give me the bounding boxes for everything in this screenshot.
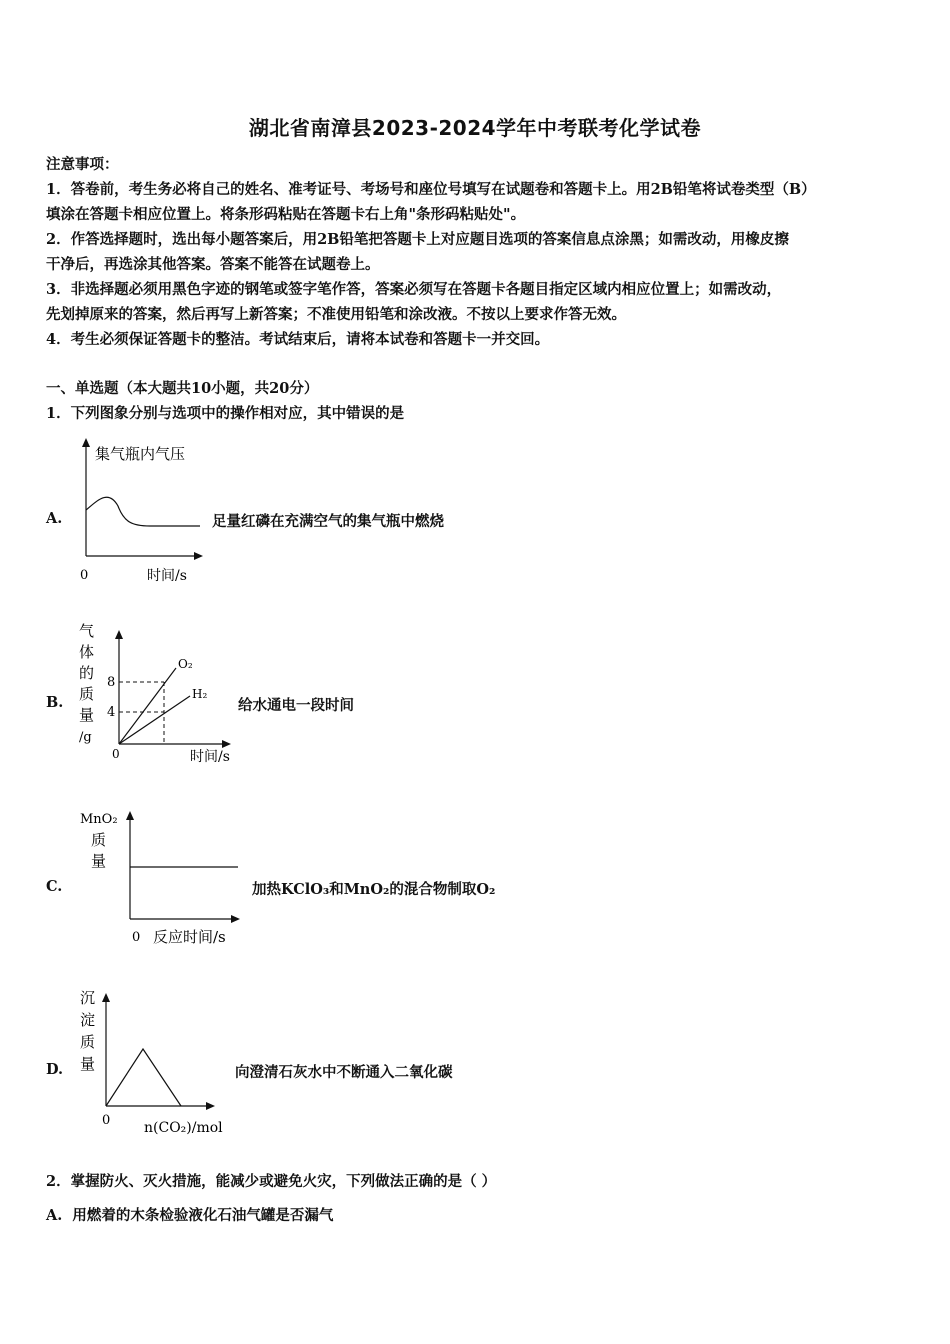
graph-d-y-arrow xyxy=(102,993,110,1002)
graph-c-x-arrow xyxy=(231,915,240,923)
graph-b-series-label: H₂ xyxy=(192,687,208,701)
graph-b-tick: 4 xyxy=(107,705,116,720)
graph-d-curve xyxy=(106,1049,181,1106)
graph-d xyxy=(74,986,244,1141)
graph-b-ylabel-char: /g xyxy=(79,730,92,745)
graph-c xyxy=(78,806,248,951)
graph-b-series-label: O₂ xyxy=(178,657,193,671)
question-2-stem: 2．掌握防火、灭火措施，能减少或避免火灾，下列做法正确的是（ ） xyxy=(46,1173,497,1190)
notice-line: 填涂在答题卡相应位置上。将条形码粘贴在答题卡右上角"条形码粘贴处"。 xyxy=(46,206,526,223)
graph-b-line-o2 xyxy=(119,668,176,744)
graph-b xyxy=(74,620,239,770)
option-text: 用燃着的木条检验液化石油气罐是否漏气 xyxy=(72,1207,334,1224)
graph-a-curve xyxy=(86,497,200,526)
option-a-text: 足量红磷在充满空气的集气瓶中燃烧 xyxy=(212,513,444,530)
graph-d-xlabel: n(CO₂)/mol xyxy=(144,1120,223,1136)
graph-b-x-arrow xyxy=(222,740,231,748)
page-title: 湖北省南漳县2023-2024学年中考联考化学试卷 xyxy=(248,116,702,140)
graph-d-ylabel-char: 淀 xyxy=(80,1011,96,1029)
option-label: A. xyxy=(46,1207,63,1224)
option-c-label: C. xyxy=(46,878,63,895)
graph-a-xlabel: 时间/s xyxy=(147,568,187,584)
graph-a-origin: 0 xyxy=(80,568,89,583)
graph-d-ylabel-char: 质 xyxy=(80,1033,96,1051)
graph-c-origin: 0 xyxy=(132,930,141,945)
notice-line: 干净后，再选涂其他答案。答案不能答在试题卷上。 xyxy=(46,256,380,273)
option-d-label: D. xyxy=(46,1061,64,1078)
graph-c-xlabel: 反应时间/s xyxy=(153,928,226,946)
option-b-label: B. xyxy=(46,694,64,711)
section-heading: 一、单选题（本大题共10小题，共20分） xyxy=(46,380,319,397)
graph-a-x-arrow xyxy=(194,552,203,560)
graph-a-ylabel: 集气瓶内气压 xyxy=(95,445,186,463)
option-d-text: 向澄清石灰水中不断通入二氧化碳 xyxy=(235,1064,453,1081)
notice-line: 3．非选择题必须用黑色字迹的钢笔或签字笔作答，答案必须写在答题卡各题目指定区域内相应位置上；如需改动， xyxy=(46,281,782,298)
graph-b-xlabel: 时间/s xyxy=(190,749,230,765)
graph-a xyxy=(70,438,210,588)
graph-c-ylabel-char: 量 xyxy=(91,852,107,870)
notice-line: 1．答卷前，考生务必将自己的姓名、准考证号、考场号和座位号填写在试题卷和答题卡上。用2B铅笔将试卷类型（B） xyxy=(46,181,816,198)
graph-a-y-arrow xyxy=(82,438,90,447)
graph-b-line-h2 xyxy=(119,696,190,744)
notice-line: 先划掉原来的答案，然后再写上新答案；不准使用铅笔和涂改液。不按以上要求作答无效。 xyxy=(46,306,626,323)
graph-c-ylabel-char: 质 xyxy=(91,831,107,849)
option-b-text: 给水通电一段时间 xyxy=(238,697,354,714)
graph-b-ylabel-char: 质 xyxy=(79,685,95,703)
notice-line: 2．作答选择题时，选出每小题答案后，用2B铅笔把答题卡上对应题目选项的答案信息点涂黑；如需改动，用橡皮擦 xyxy=(46,231,789,248)
graph-d-ylabel-char: 沉 xyxy=(80,989,96,1007)
graph-d-x-arrow xyxy=(206,1102,215,1110)
graph-d-ylabel-char: 量 xyxy=(80,1055,96,1073)
question-2-option-a xyxy=(46,1204,333,1225)
notice-line: 4．考生必须保证答题卡的整洁。考试结束后，请将本试卷和答题卡一并交回。 xyxy=(46,331,550,348)
option-a-label: A. xyxy=(46,510,63,527)
question-1-stem: 1．下列图象分别与选项中的操作相对应，其中错误的是 xyxy=(46,405,405,422)
graph-d-origin: 0 xyxy=(102,1113,111,1128)
graph-b-tick: 8 xyxy=(107,675,116,690)
graph-b-ylabel-char: 的 xyxy=(79,664,95,682)
graph-b-ylabel-char: 体 xyxy=(79,643,95,661)
notice-heading: 注意事项： xyxy=(46,156,119,173)
graph-b-ylabel-char: 量 xyxy=(79,706,95,724)
graph-b-y-arrow xyxy=(115,630,123,639)
graph-b-ylabel-char: 气 xyxy=(79,622,95,640)
option-c-text: 加热KClO₃和MnO₂的混合物制取O₂ xyxy=(252,881,496,898)
graph-b-origin: 0 xyxy=(112,747,120,761)
graph-c-ylabel-top: MnO₂ xyxy=(80,812,118,827)
graph-c-y-arrow xyxy=(126,811,134,820)
